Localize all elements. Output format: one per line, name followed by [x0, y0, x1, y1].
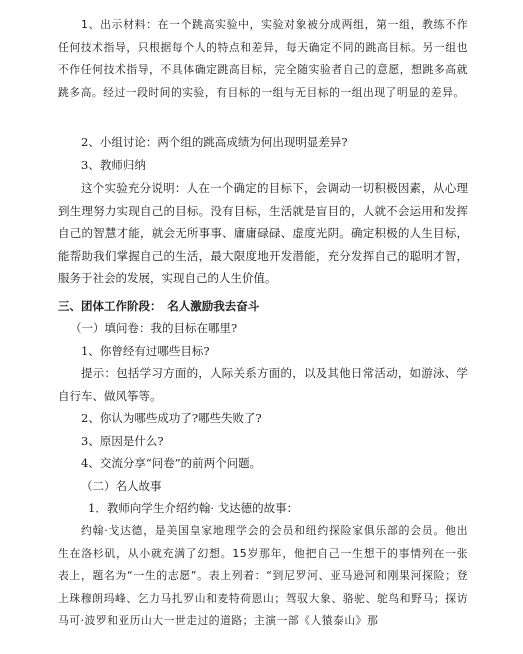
question-3: 3、原因是什么?: [81, 434, 164, 448]
subsection-questionnaire: （一）填问卷：我的目标在哪里?: [70, 321, 238, 335]
summary-paragraph: 这个实验充分说明：人在一个确定的目标下，会调动一切积极因素，从心理到生理努力实现自己的目标。没有目标，生活就是盲目的，人就不会运用和发挥自己的智慧才能，就会无所事事、庸庸碌碌、虚度光阴。确定积极的人生目标，能帮助我们掌握自己的生活，最大限度地开发潜能，充分发挥自己的聪明才智，服务于社会的发展，实现自己的人生价值。: [58, 181, 468, 285]
tip-paragraph: 提示：包括学习方面的，人际关系方面的，以及其他日常活动，如游泳、学自行车、做风筝等。: [58, 366, 468, 403]
question-4: 4、交流分享“问卷”的前两个问题。: [81, 456, 262, 470]
section-heading-3: 三、团体工作阶段： 名人激励我去奋斗: [58, 299, 260, 313]
subsection-famous-story: （二）名人故事: [81, 479, 162, 493]
material-paragraph: 1、出示材料：在一个跳高实验中，实验对象被分成两组，第一组，教练不作任何技术指导，只根据每个人的特点和差异，每天确定不同的跳高目标。另一组也不作任何技术指导，不具体确定跳高目标，完全随实验者自己的意愿，想跳多高就跳多高。经过一段时间的实验，有目标的一组与无目标的一组出现了明显的差异。: [58, 18, 468, 99]
story-paragraph: 约翰·戈达德，是美国皇家地理学会的会员和纽约探险家俱乐部的会员。他出生在洛杉矶，从小就充满了幻想。15岁那年，他把自己一生想干的事情列在一张表上，题名为“一生的志愿”。表上列着：“到尼罗河、亚马逊河和刚果河探险；登上珠穆朗玛峰、乞力马扎罗山和麦特荷恩山；驾驭大象、骆驼、鸵鸟和野马；探访马可·波罗和亚历山大一世走过的道路；主演一部《人猿泰山》那: [58, 524, 468, 627]
question-1: 1、你曾经有过哪些目标?: [81, 344, 210, 358]
question-2: 2、你认为哪些成功了?哪些失败了?: [81, 411, 262, 425]
teacher-summary-heading: 3、教师归纳: [81, 158, 146, 172]
group-discussion: 2、小组讨论：两个组的跳高成绩为何出现明显差异?: [81, 135, 348, 149]
story-intro: 1．教师向学生介绍约翰· 戈达德的故事：: [88, 501, 299, 515]
